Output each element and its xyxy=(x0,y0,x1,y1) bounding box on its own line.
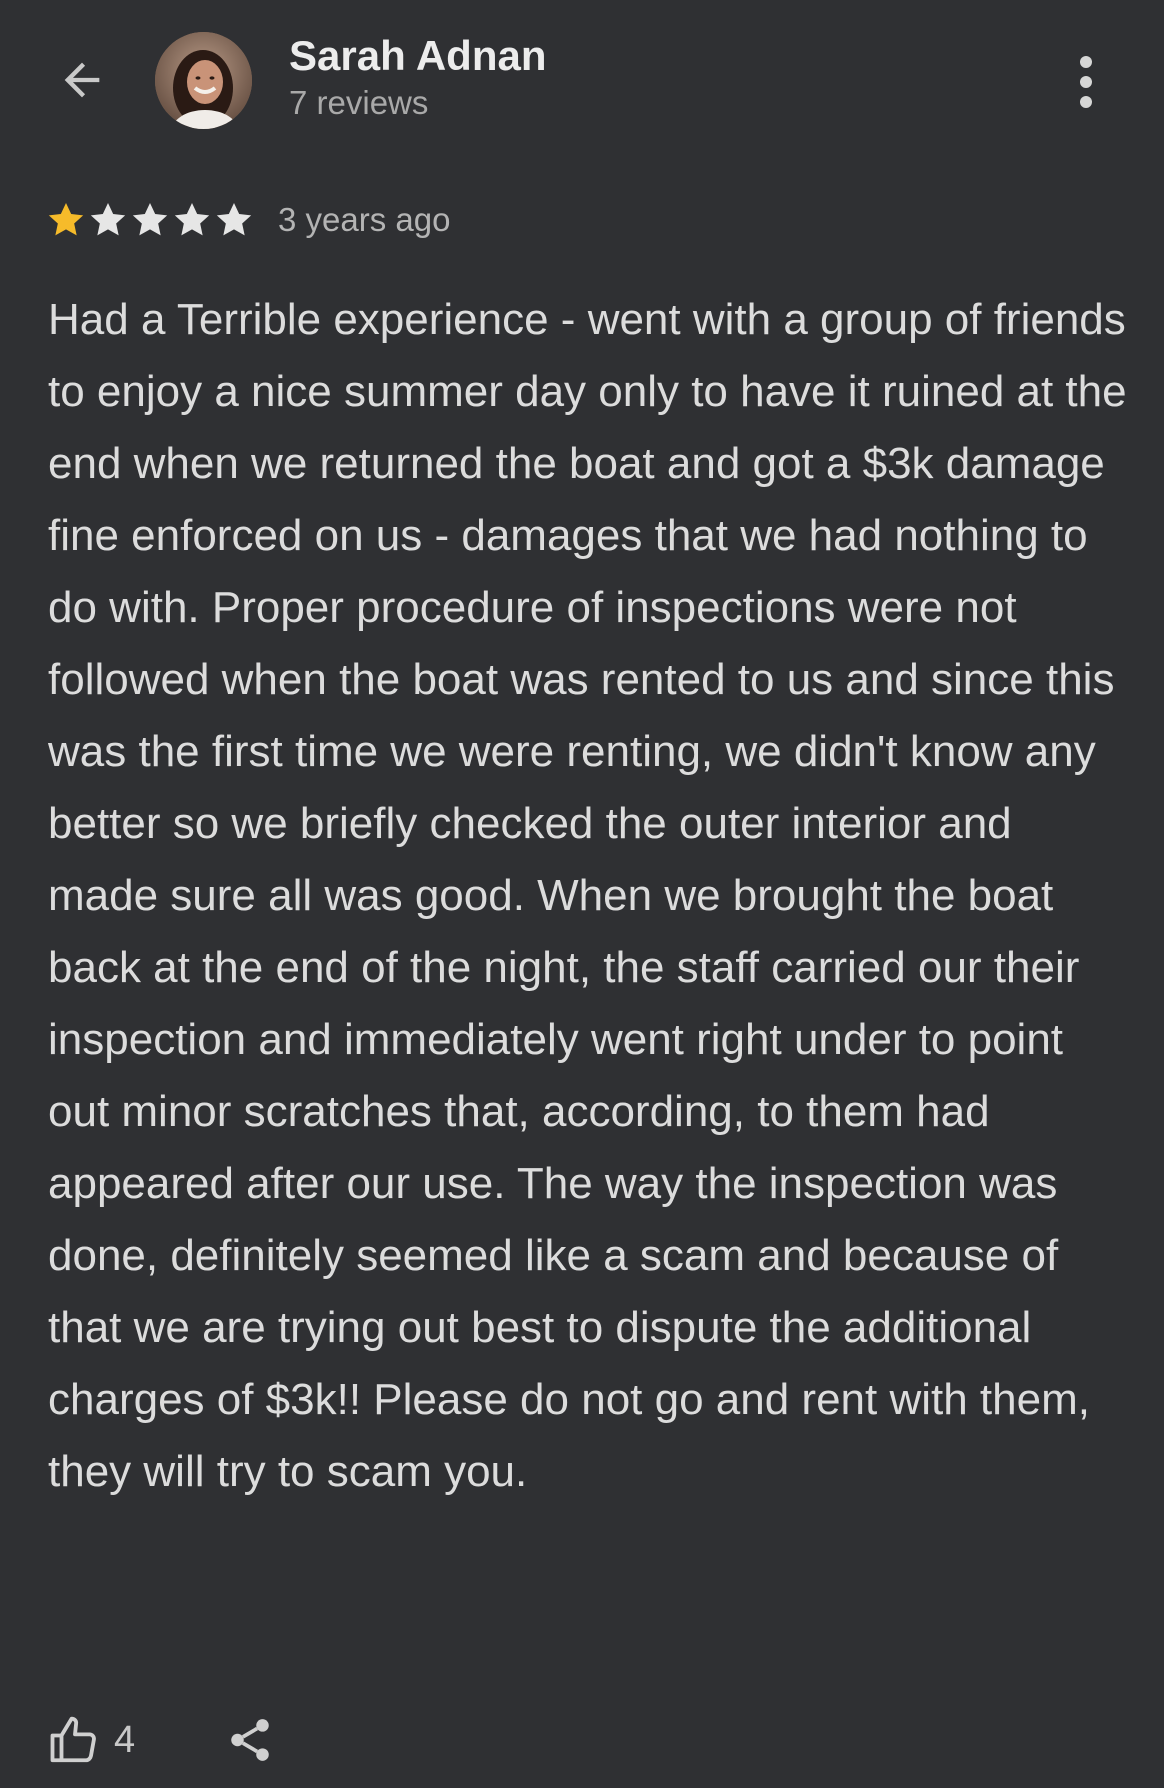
like-button[interactable] xyxy=(48,1713,135,1767)
like-count: 4 xyxy=(114,1718,136,1761)
avatar[interactable] xyxy=(155,32,252,129)
share-icon xyxy=(225,1713,275,1767)
more-vertical-icon xyxy=(1076,56,1096,108)
rating-row xyxy=(46,196,450,244)
review-actions xyxy=(48,1710,275,1770)
thumbs-up-icon xyxy=(48,1713,102,1767)
star-empty-icon xyxy=(88,200,128,240)
reviewer-name[interactable]: Sarah Adnan xyxy=(289,32,547,79)
share-button[interactable] xyxy=(225,1713,275,1767)
review-time: 3 years ago xyxy=(278,201,451,238)
star-rating xyxy=(46,200,254,240)
star-filled-icon xyxy=(46,200,86,240)
star-empty-icon xyxy=(214,200,254,240)
arrow-left-icon xyxy=(56,54,108,106)
star-empty-icon xyxy=(172,200,212,240)
reviewer-header xyxy=(0,0,1164,170)
back-button[interactable] xyxy=(50,48,114,112)
review-count: 7 reviews xyxy=(289,84,429,121)
review-text: Had a Terrible experience - went with a group of friends to enjoy a nice summer day only to have it ruined at the end when we returned the boat and got a $3k damage fine enforced on us - damages that we had nothing to do with. Proper procedure of inspections were not followed when the boat was rented to us and since this was the first time we were renting, we didn't know any better so we briefly checked the outer interior and made sure all was good. When we brought the boat back at the end of the night, the staff carried our their inspection and immediately went right under to point out minor scratches that, according, to them had appeared after our use. The way the inspection was done, definitely seemed like a scam and because of that we are trying out best to dispute the additional charges of $3k!! Please do not go and rent with them, they will try to scam you. xyxy=(48,295,1127,1496)
star-empty-icon xyxy=(130,200,170,240)
more-options-button[interactable] xyxy=(1062,50,1110,114)
reviewer-photo xyxy=(155,32,252,129)
